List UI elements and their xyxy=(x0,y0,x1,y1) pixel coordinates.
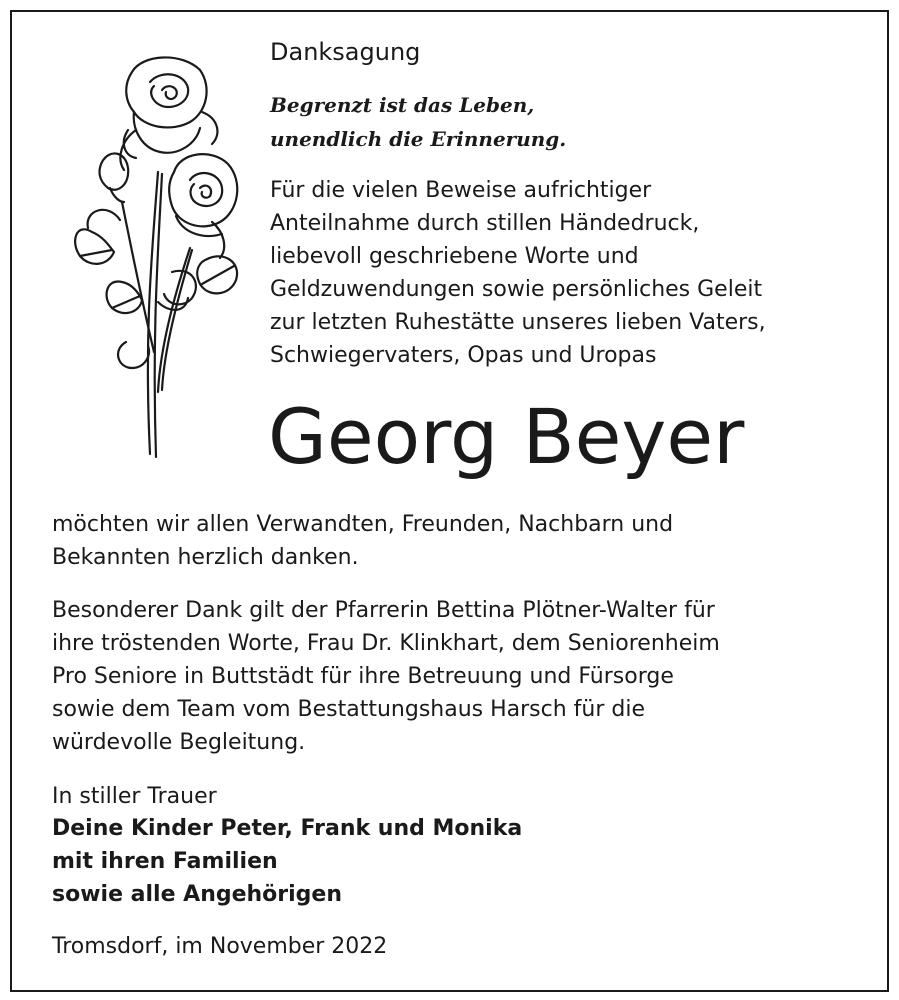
special-thanks-line: Pro Seniore in Buttstädt für ihre Betreuung und Fürsorge xyxy=(52,664,674,689)
special-thanks-line: sowie dem Team vom Bestattungshaus Harsch für die xyxy=(52,697,646,722)
special-thanks-line: Besonderer Dank gilt der Pfarrerin Bettina Plötner-Walter für xyxy=(52,598,715,623)
signer-line: Deine Kinder Peter, Frank und Monika xyxy=(52,816,523,841)
thanks-line: Bekannten herzlich danken. xyxy=(52,545,359,570)
deceased-name: Georg Beyer xyxy=(268,392,745,481)
mourning-phrase: In stiller Trauer xyxy=(52,784,217,809)
quote-line: unendlich die Erinnerung. xyxy=(270,127,567,151)
special-thanks-paragraph xyxy=(52,594,872,759)
special-thanks-line: würdevolle Begleitung. xyxy=(52,730,306,755)
signer-line: sowie alle Angehörigen xyxy=(52,882,343,907)
roses-drawing-icon xyxy=(62,52,247,464)
notice-heading: Danksagung xyxy=(270,38,421,66)
quote xyxy=(270,88,566,156)
intro-line: zur letzten Ruhestätte unseres lieben Vaters, xyxy=(270,310,766,335)
intro-line: Geldzuwendungen sowie persönliches Geleit xyxy=(270,277,763,302)
quote-line: Begrenzt ist das Leben, xyxy=(270,93,535,117)
special-thanks-line: ihre tröstenden Worte, Frau Dr. Klinkhart, dem Seniorenheim xyxy=(52,631,720,656)
intro-line: Anteilnahme durch stillen Händedruck, xyxy=(270,211,700,236)
signer-line: mit ihren Familien xyxy=(52,849,278,874)
thanks-paragraph xyxy=(52,508,872,574)
place-date: Tromsdorf, im November 2022 xyxy=(52,934,388,959)
intro-line: Für die vielen Beweise aufrichtiger xyxy=(270,178,652,203)
intro-line: liebevoll geschriebene Worte und xyxy=(270,244,639,269)
intro-paragraph xyxy=(270,174,870,372)
intro-line: Schwiegervaters, Opas und Uropas xyxy=(270,343,657,368)
thanks-line: möchten wir allen Verwandten, Freunden, Nachbarn und xyxy=(52,512,674,537)
signers xyxy=(52,812,522,911)
